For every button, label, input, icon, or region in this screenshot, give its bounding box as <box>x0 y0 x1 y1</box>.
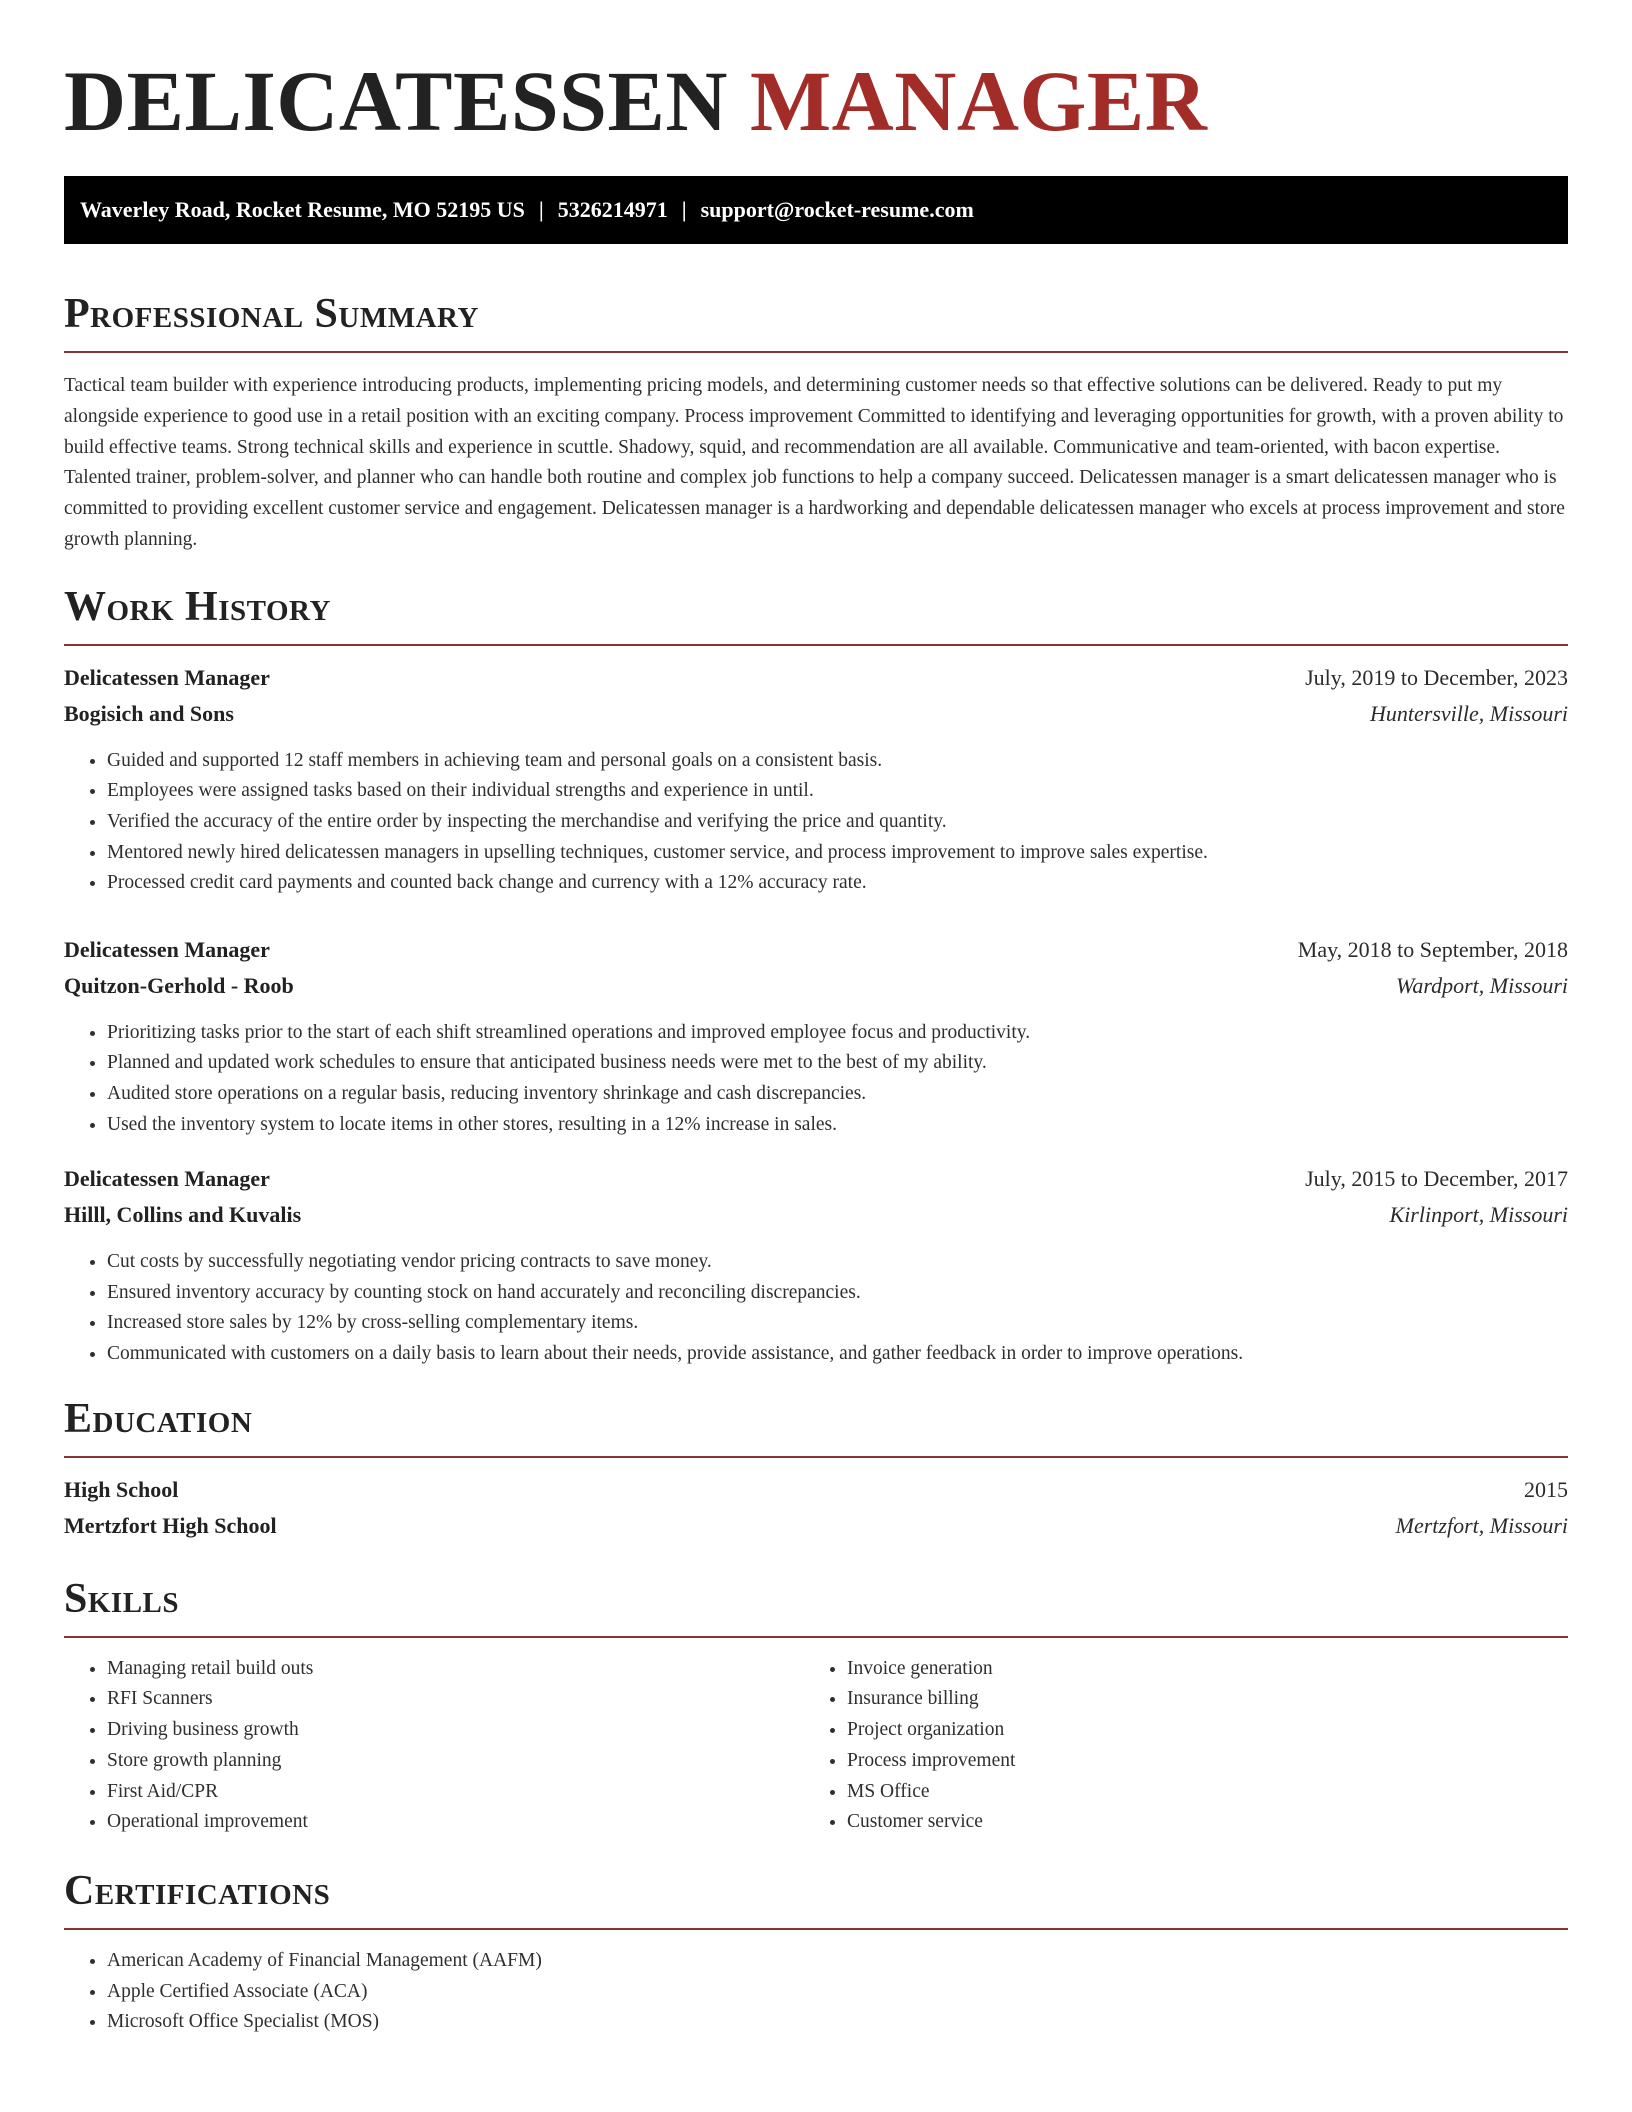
skills-section <box>64 1574 1568 1839</box>
contact-bar <box>64 176 1568 244</box>
list-item: • Driving business growth <box>107 1715 804 1746</box>
contact-separator: | <box>538 197 544 222</box>
job-bullets <box>64 1018 1568 1140</box>
certifications-section <box>64 1866 1568 2038</box>
skills-column-right <box>804 1654 1544 1839</box>
section-title-skills: Skills <box>64 1575 180 1622</box>
education-degree: High School <box>64 1476 179 1502</box>
education-entry <box>64 1472 1568 1544</box>
summary-text: Tactical team builder with experience introducing products, implementing pricing models, and determining customer needs so that effective solutions can be delivered. Ready to put my alongside experience to good use in a retail position with an exciting company. Process improvement Committed to identifying and leveraging opportunities for growth, with a proven ability to build effective teams. Strong technical skills and experience in scuttle. Shadowy, squid, and recommendation are all available. Communicative and team-oriented, with bacon expertise. Talented trainer, problem-solver, and planner who can handle both routine and complex job functions to help a company succeed. Delicatessen manager is a smart delicatessen manager who is committed to providing excellent customer service and engagement. Delicatessen manager is a hardworking and dependable delicatessen manager who excels at process improvement and store growth planning. <box>64 375 1565 550</box>
contact-address: Waverley Road, Rocket Resume, MO 52195 US <box>80 197 525 222</box>
list-item: • Prioritizing tasks prior to the start of each shift streamlined operations and improved employee focus and productivity. <box>107 1018 1568 1049</box>
skills-column-left <box>64 1654 804 1839</box>
section-title-certifications: Certifications <box>64 1868 331 1915</box>
job-location: Kirlinport, Missouri <box>1389 1202 1568 1228</box>
resume-title <box>64 0 1568 147</box>
list-item: • Project organization <box>847 1715 1544 1746</box>
education-section <box>64 1394 1568 1544</box>
list-item: • Employees were assigned tasks based on their individual strengths and experience in until. <box>107 776 1568 807</box>
job-title: Delicatessen Manager <box>64 1166 270 1192</box>
list-item: • Managing retail build outs <box>107 1654 804 1685</box>
job-company: Hilll, Collins and Kuvalis <box>64 1202 302 1228</box>
skills-list <box>804 1654 1544 1839</box>
job-header-row <box>64 1161 1568 1197</box>
certifications-list <box>64 1946 1568 2038</box>
list-item: • Process improvement <box>847 1746 1544 1777</box>
job-entry <box>64 1161 1568 1369</box>
contact-separator: | <box>681 197 687 222</box>
section-divider <box>64 644 1568 646</box>
job-entry <box>64 932 1568 1140</box>
job-entry <box>64 660 1568 899</box>
section-title-summary: Professional Summary <box>64 291 479 337</box>
section-divider <box>64 1928 1568 1930</box>
job-company-row <box>64 968 1568 1004</box>
list-item: • First Aid/CPR <box>107 1777 804 1808</box>
list-item: • Verified the accuracy of the entire order by inspecting the merchandise and verifying the price and quantity. <box>107 807 1568 838</box>
list-item: • Used the inventory system to locate items in other stores, resulting in a 12% increase in sales. <box>107 1110 1568 1141</box>
list-item: • Apple Certified Associate (ACA) <box>107 1977 1568 2008</box>
list-item: • Operational improvement <box>107 1807 804 1838</box>
job-dates: July, 2019 to December, 2023 <box>1305 664 1568 690</box>
list-item: • Customer service <box>847 1807 1544 1838</box>
job-bullets <box>64 1247 1568 1369</box>
title-first-word: DELICATESSEN <box>64 53 728 149</box>
contact-email: support@rocket-resume.com <box>700 197 974 222</box>
job-header-row <box>64 660 1568 696</box>
list-item: • Guided and supported 12 staff members in achieving team and personal goals on a consistent basis. <box>107 746 1568 777</box>
list-item: • Cut costs by successfully negotiating vendor pricing contracts to save money. <box>107 1247 1568 1278</box>
skills-grid <box>64 1654 1568 1839</box>
list-item: • Invoice generation <box>847 1654 1544 1685</box>
job-location: Huntersville, Missouri <box>1370 700 1568 726</box>
resume-page <box>64 0 1568 2038</box>
list-item: • RFI Scanners <box>107 1684 804 1715</box>
list-item: • MS Office <box>847 1777 1544 1808</box>
job-title: Delicatessen Manager <box>64 664 270 690</box>
summary-section <box>64 289 1568 556</box>
job-location: Wardport, Missouri <box>1396 972 1568 998</box>
education-year: 2015 <box>1524 1476 1568 1502</box>
contact-phone: 5326214971 <box>557 197 668 222</box>
list-item: • Microsoft Office Specialist (MOS) <box>107 2007 1568 2038</box>
section-title-work-history: Work History <box>64 583 331 630</box>
job-company: Quitzon-Gerhold - Roob <box>64 972 294 998</box>
job-title: Delicatessen Manager <box>64 936 270 962</box>
job-company-row <box>64 696 1568 732</box>
section-divider <box>64 351 1568 353</box>
skills-list <box>64 1654 804 1839</box>
list-item: • Store growth planning <box>107 1746 804 1777</box>
list-item: • Communicated with customers on a daily basis to learn about their needs, provide assistance, and gather feedback in order to improve operations. <box>107 1339 1568 1370</box>
title-second-word: MANAGER <box>749 53 1208 149</box>
list-item: • Ensured inventory accuracy by counting stock on hand accurately and reconciling discrepancies. <box>107 1278 1568 1309</box>
section-title-education: Education <box>64 1395 253 1442</box>
job-dates: July, 2015 to December, 2017 <box>1305 1166 1568 1192</box>
list-item: • Processed credit card payments and counted back change and currency with a 12% accuracy rate. <box>107 868 1568 899</box>
list-item: • Audited store operations on a regular basis, reducing inventory shrinkage and cash discrepancies. <box>107 1079 1568 1110</box>
list-item: • American Academy of Financial Management (AAFM) <box>107 1946 1568 1977</box>
job-company: Bogisich and Sons <box>64 700 234 726</box>
job-dates: May, 2018 to September, 2018 <box>1297 936 1568 962</box>
list-item: • Planned and updated work schedules to ensure that anticipated business needs were met to the best of my ability. <box>107 1048 1568 1079</box>
job-company-row <box>64 1197 1568 1233</box>
education-school-row <box>64 1508 1568 1544</box>
list-item: • Insurance billing <box>847 1684 1544 1715</box>
list-item: • Mentored newly hired delicatessen managers in upselling techniques, customer service, and process improvement to improve sales expertise. <box>107 838 1568 869</box>
education-location: Mertzfort, Missouri <box>1395 1512 1568 1538</box>
list-item: • Increased store sales by 12% by cross-selling complementary items. <box>107 1308 1568 1339</box>
work-history-section <box>64 582 1568 1370</box>
job-bullets <box>64 746 1568 899</box>
job-header-row <box>64 932 1568 968</box>
section-divider <box>64 1456 1568 1458</box>
section-divider <box>64 1636 1568 1638</box>
education-school: Mertzfort High School <box>64 1512 277 1538</box>
education-header-row <box>64 1472 1568 1508</box>
